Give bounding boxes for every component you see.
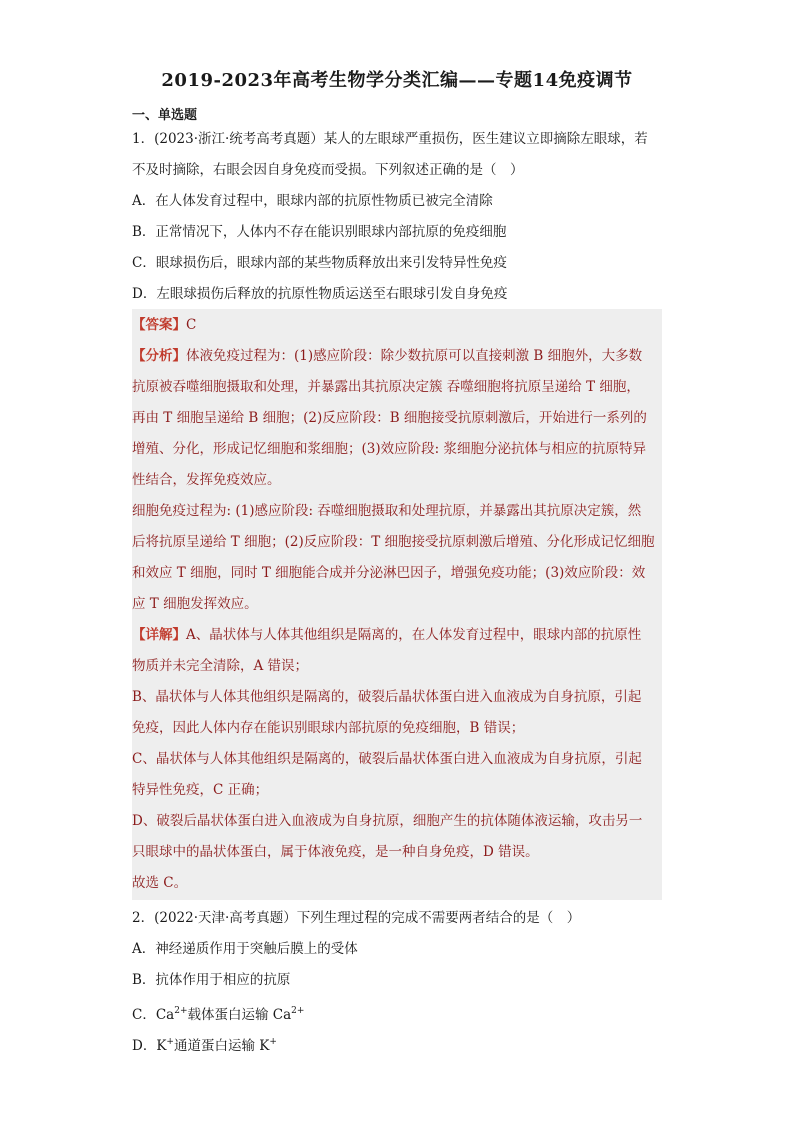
option-c-text: 载体蛋白运输 Ca <box>187 1007 292 1023</box>
superscript: + <box>269 1037 277 1047</box>
detail-tag: 【详解】 <box>132 627 186 643</box>
analysis-tag: 【分析】 <box>132 348 186 364</box>
question-stem-line: 不及时摘除，右眼会因自身免疫而受损。下列叙述正确的是（ ） <box>132 162 524 178</box>
option-c <box>132 996 662 1027</box>
analysis-line: 增殖、分化，形成记忆细胞和浆细胞；(3)效应阶段: 浆细胞分泌抗体与相应的抗原特异 <box>132 441 646 457</box>
answer-tag: 【答案】 <box>132 317 186 333</box>
analysis-line: 应 T 细胞发挥效应。 <box>132 596 258 612</box>
detail-line: B、晶状体与人体其他组织是隔离的，破裂后晶状体蛋白进入血液成为自身抗原，引起 <box>132 689 642 705</box>
option-c-text: C．Ca <box>132 1007 175 1023</box>
question-2 <box>132 903 662 1058</box>
detail-text: A、晶状体与人体其他组织是隔离的，在人体发育过程中，眼球内部的抗原性 <box>186 627 642 643</box>
analysis-text: 体液免疫过程为：(1)感应阶段：除少数抗原可以直接刺激 B 细胞外，大多数 <box>186 348 643 364</box>
detail-line: 特异性免疫，C 正确； <box>132 782 269 798</box>
analysis-line: 抗原被吞噬细胞摄取和处理，并暴露出其抗原决定簇 吞噬细胞将抗原呈递给 T 细胞， <box>132 379 640 395</box>
option-a: A．神经递质作用于突触后膜上的受体 <box>132 941 358 957</box>
section-heading: 一、单选题 <box>132 108 198 123</box>
detail-line: 只眼球中的晶状体蛋白，属于体液免疫，是一种自身免疫，D 错误。 <box>132 844 539 860</box>
superscript: 2+ <box>174 1006 188 1016</box>
analysis-line: 细胞免疫过程为: (1)感应阶段: 吞噬细胞摄取和处理抗原，并暴露出其抗原决定簇，然 <box>132 503 642 519</box>
answer-line <box>132 310 662 341</box>
analysis-line: 和效应 T 细胞，同时 T 细胞能合成并分泌淋巴因子，增强免疫功能；(3)效应阶段：效 <box>132 565 646 581</box>
question-stem-line: 1．(2023·浙江·统考高考真题）某人的左眼球严重损伤，医生建议立即摘除左眼球，若 <box>132 131 648 147</box>
analysis-line: 再由 T 细胞呈递给 B 细胞；(2)反应阶段：B 细胞接受抗原刺激后，开始进行一系列的 <box>132 410 647 426</box>
option-d: D．左眼球损伤后释放的抗原性物质运送至右眼球引发自身免疫 <box>132 286 508 302</box>
detail-line <box>132 620 662 651</box>
superscript: + <box>166 1037 174 1047</box>
option-c: C．眼球损伤后，眼球内部的某些物质释放出来引发特异性免疫 <box>132 255 507 271</box>
option-b: B．抗体作用于相应的抗原 <box>132 972 291 988</box>
option-b: B．正常情况下，人体内不存在能识别眼球内部抗原的免疫细胞 <box>132 224 507 240</box>
option-d-text: 通道蛋白运输 K <box>173 1038 270 1054</box>
document-title: 2019-2023年高考生物学分类汇编——专题14免疫调节 <box>161 70 633 91</box>
detail-line: 物质并未完全清除，A 错误； <box>132 658 309 674</box>
superscript: 2+ <box>291 1006 305 1016</box>
analysis-line: 后将抗原呈递给 T 细胞；(2)反应阶段：T 细胞接受抗原刺激后增殖、分化形成记忆细胞 <box>132 534 655 550</box>
analysis-line <box>132 341 662 372</box>
option-d-text: D．K <box>132 1038 167 1054</box>
detail-line: D、破裂后晶状体蛋白进入血液成为自身抗原，细胞产生的抗体随体液运输，攻击另一 <box>132 813 643 829</box>
option-a: A．在人体发育过程中，眼球内部的抗原性物质已被完全清除 <box>132 193 493 209</box>
answer-value: C <box>186 317 197 333</box>
answer-block <box>132 310 662 899</box>
question-1 <box>132 124 662 310</box>
detail-line: 免疫，因此人体内存在能识别眼球内部抗原的免疫细胞，B 错误； <box>132 720 525 736</box>
question-stem-line: 2．(2022·天津·高考真题）下列生理过程的完成不需要两者结合的是（ ） <box>132 910 581 926</box>
option-d <box>132 1027 662 1058</box>
detail-line: 故选 C。 <box>132 875 188 891</box>
detail-line: C、晶状体与人体其他组织是隔离的，破裂后晶状体蛋白进入血液成为自身抗原，引起 <box>132 751 642 767</box>
analysis-line: 性结合，发挥免疫效应。 <box>132 472 281 488</box>
